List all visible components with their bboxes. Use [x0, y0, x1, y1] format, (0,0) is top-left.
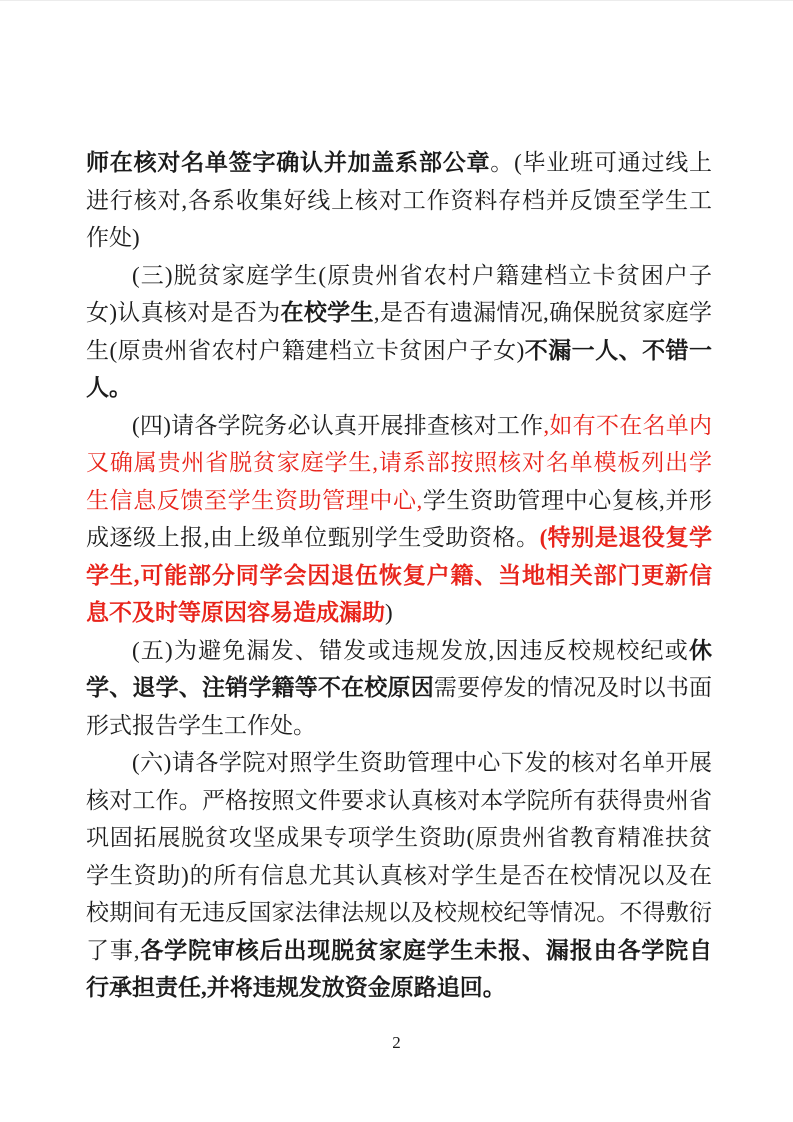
- paragraph-item-6: [86, 744, 712, 1007]
- bold-text-run: 休学、退学、注销学籍等不在校原因: [86, 637, 712, 700]
- text-run: 。(毕业班可通过线上进行核对,各系收集好线上核对工作资料存档并反馈至学生工作处): [86, 150, 712, 250]
- text-run: 学生资助管理中心复核,并形成逐级上报,由上级单位甄别学生受助资格。: [86, 487, 713, 550]
- paragraph-item-3: [86, 257, 712, 407]
- paragraph-continuation: [86, 144, 712, 257]
- text-run: (六)请各学院对照学生资助管理中心下发的核对名单开展核对工作。严格按照文件要求认真核对本学院所有获得贵州省巩固拓展脱贫攻坚成果专项学生资助(原贵州省教育精准扶贫学生资助)的所有信息尤其认真核对学生是否在校情况以及在校期间有无违反国家法律法规以及校规校纪等情况。不得敷衍了事,: [86, 750, 712, 963]
- paragraph-item-5: [86, 632, 712, 745]
- text-run: 需要停发的情况及时以书面形式报告学生工作处。: [86, 675, 713, 738]
- red-text-run: ,如有不在名单内又确属贵州省脱贫家庭学生,请系部按照核对名单模板列出学生信息反馈至学生资助管理中心,: [86, 412, 713, 513]
- document-body: [86, 144, 712, 1007]
- paragraph-item-4: [86, 407, 712, 632]
- bold-text-run: 各学院审核后出现脱贫家庭学生未报、漏报由各学院自行承担责任,并将违规发放资金原路追回。: [86, 937, 713, 1000]
- bold-text-run: 在校学生: [280, 300, 374, 325]
- text-run: ,是否有遗漏情况,确保脱贫家庭学生(原贵州省农村户籍建档立卡贫困户子女): [86, 300, 712, 363]
- red-bold-text-run: (特别是退役复学学生,可能部分同学会因退伍恢复户籍、当地相关部门更新信息不及时等原因容易造成漏助: [86, 525, 713, 625]
- page-number: 2: [392, 1033, 401, 1052]
- bold-text-run: 不漏一人、不错一人。: [86, 337, 713, 400]
- bold-text-run: 师在核对名单签字确认并加盖系部公章: [86, 150, 491, 175]
- text-run: (五)为避免漏发、错发或违规发放,因违反校规校纪或: [132, 637, 689, 663]
- text-run: ): [385, 600, 393, 625]
- text-run: (三)脱贫家庭学生(原贵州省农村户籍建档立卡贫困户子女)认真核对是否为: [86, 262, 712, 325]
- text-run: (四)请各学院务必认真开展排查核对工作: [132, 412, 544, 438]
- page-footer: [0, 1033, 793, 1053]
